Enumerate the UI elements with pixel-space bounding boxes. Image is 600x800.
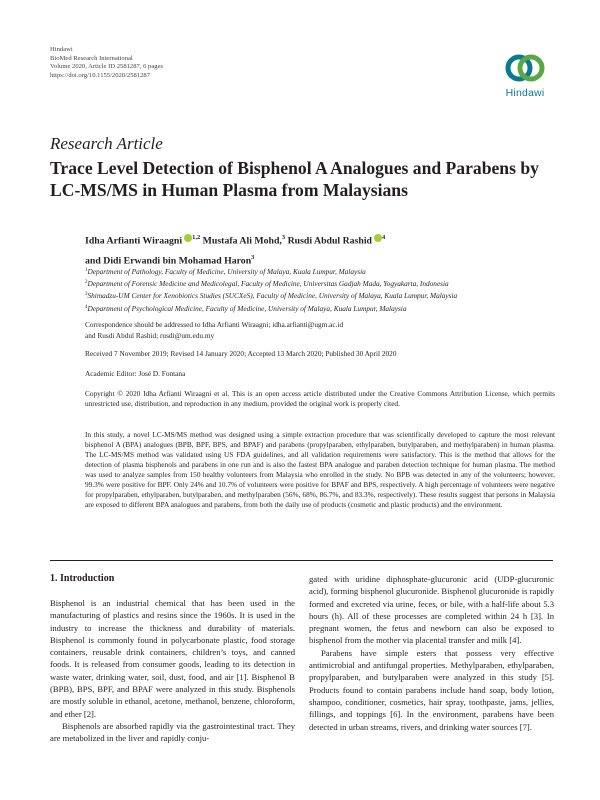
affiliation-text: Shimadzu-UM Center for Xenobiotics Studies (SUCXeS), Faculty of Medicine, University of Malaya, Kuala Lumpur, Malaysia xyxy=(87,291,458,301)
logo-text: Hindawi xyxy=(505,87,545,99)
header-meta xyxy=(50,46,163,80)
affiliation-number: 2 xyxy=(85,280,88,286)
affiliation-text: Department of Forensic Medicine and Medicolegal, Faculty of Medicine, Universitas Gadjah Mada, Yogyakarta, Indonesia xyxy=(87,279,449,289)
volume-line: Volume 2020, Article ID 2581287, 6 pages xyxy=(50,63,164,71)
article-type: Research Article xyxy=(50,134,163,153)
publisher-name: Hindawi xyxy=(50,46,73,53)
affiliation-item xyxy=(85,277,555,289)
author-affil-sup: 3 xyxy=(251,254,255,262)
orcid-icon[interactable] xyxy=(374,234,382,242)
doi-link[interactable]: https://doi.org/10.1155/2020/2581287 xyxy=(50,71,151,79)
body-paragraph: gated with uridine diphosphate-glucuronic acid (UDP-glucuronic acid), forming bisphenol glucuronide. Bisphenol glucuronide is rapidly formed and excreted via urine, feces, or bile, with a half-life about 5.3 hours (h). All of these processes are completed within 24 h [3]. In pregnant women, the fetus and newborn can also be exposed to bisphenol from the mother via placental transfer and milk [4]. xyxy=(309,574,554,646)
copyright-notice: Copyright © 2020 Idha Arfianti Wiraagni et al. This is an open access article distributed under the Creative Commons Attribution License, which permits unrestricted use, distribution, and reproduction in any medium, provided the original work is properly cited. xyxy=(85,389,555,408)
abstract: In this study, a novel LC-MS/MS method was designed using a simple extraction procedure that was scientifically developed to capture the most relevant bisphenol A (BPA) analogues (BPB, BPF, BPS, and BPAF) and parabens (propylparaben, ethylparaben, butylparaben, and methylparaben) in human plasma. The LC-MS/MS method was validated using US FDA guidelines, and all validation requirements were satisfactory. This is the method that allows for the detection of plasma bisphenols and parabens in one run and is also the fastest BPA analogue and paraben detection technique for human plasma. The method was used to analyze samples from 150 healthy volunteers from Malaysia who enrolled in the study. No BPB was detected in any of the volunteers; however, 99.3% were positive for BPF. Only 24% and 10.7% of volunteers were positive for BPAF and BPS, respectively. A high percentage of volunteers were negative for propylparaben, ethylparaben, butylparaben, and methylparaben (56%, 68%, 86.7%, and 83.3%, respectively). These results suggest that persons in Malaysia are exposed to different BPA analogues and parabens, from both the daily use of products (cosmetic and plastic products) and the environment. xyxy=(85,430,555,509)
body-column-right xyxy=(309,573,554,733)
section-divider xyxy=(50,560,553,561)
author-name[interactable]: Mustafa Ali Mohd, xyxy=(202,235,282,247)
body-paragraph: Bisphenol is an industrial chemical that has been used in the manufacturing of plastics and resins since the 1960s. It is used in the industry to increase the thickness and durability of materials. Bisphenol is commonly found in polycarbonate plastic, food storage containers, reusable drink containers, children’s toys, and canned foods. It is released from consumer goods, leading to its detection in waste water, drinking water, soil, dust, food, and air [1]. Bisphenol B (BPB), BPS, BPF, and BPAF were analyzed in this study. Bisphenols are mostly soluble in ethanol, acetone, methanol, benzene, chloroform, and ether [2]. xyxy=(50,598,295,719)
body-paragraph: Parabens have simple esters that possess very effective antimicrobial and antifungal properties. Methylparaben, ethylparaben, propylparaben, and butylparaben were analyzed in this study [5]. Products found to contain parabens include hand soap, body lotion, shampoo, conditioner, cosmetics, hair spray, toothpaste, jams, jellies, fillings, and toppings [6]. In the environment, parabens have been detected in urban streams, rivers, and drinking water sources [7]. xyxy=(309,647,554,732)
correspondence-line: and Rusdi Abdul Rashid; rusdi@um.edu.my xyxy=(85,331,215,341)
correspondence-line: Correspondence should be addressed to Idha Arfianti Wiraagni; idha.arfianti@ugm.ac.id xyxy=(85,320,344,329)
affiliation-item xyxy=(85,289,555,301)
author-affil-sup: 4 xyxy=(382,234,386,241)
author-name[interactable]: and Didi Erwandi bin Mohamad Haron xyxy=(85,255,252,267)
author-name[interactable]: Idha Arfianti Wiraagni xyxy=(85,235,183,247)
affiliation-text: Department of Pathology, Faculty of Medicine, University of Malaya, Kuala Lumpur, Malaysia xyxy=(87,267,366,276)
hindawi-logo xyxy=(497,48,553,108)
hindawi-logo-icon xyxy=(503,48,547,88)
orcid-icon[interactable] xyxy=(184,234,192,242)
author-affil-sup: 3 xyxy=(281,234,286,241)
affiliation-item xyxy=(85,302,555,314)
author-affil-sup: 1,2 xyxy=(192,234,201,241)
body-paragraph: Bisphenols are absorbed rapidly via the gastrointestinal tract. They are metabolized in the liver and rapidly conju- xyxy=(50,720,295,744)
author-name[interactable]: Rusdi Abdul Rashid xyxy=(287,235,372,247)
affiliation-item xyxy=(85,265,555,277)
affiliation-number: 1 xyxy=(85,268,88,273)
affiliation-number: 3 xyxy=(85,292,88,298)
publication-dates: Received 7 November 2019; Revised 14 January 2020; Accepted 13 March 2020; Published 30 April 2020 xyxy=(85,349,397,358)
article-title: Trace Level Detection of Bisphenol A Analogues and Parabens by LC-MS/MS in Human Plasma from Malaysians xyxy=(50,158,539,200)
affiliation-number: 4 xyxy=(85,304,88,310)
section-heading: 1. Introduction xyxy=(50,573,115,584)
correspondence xyxy=(85,319,555,341)
affiliation-list xyxy=(85,265,555,314)
body-column-left xyxy=(50,597,295,745)
journal-name: BioMed Research International xyxy=(50,54,133,62)
academic-editor: Academic Editor: José D. Fontana xyxy=(85,369,186,378)
author-list xyxy=(85,229,555,270)
affiliation-text: Department of Psychological Medicine, Faculty of Medicine, University of Malaya, Kuala Lumpur, Malaysia xyxy=(87,303,407,313)
